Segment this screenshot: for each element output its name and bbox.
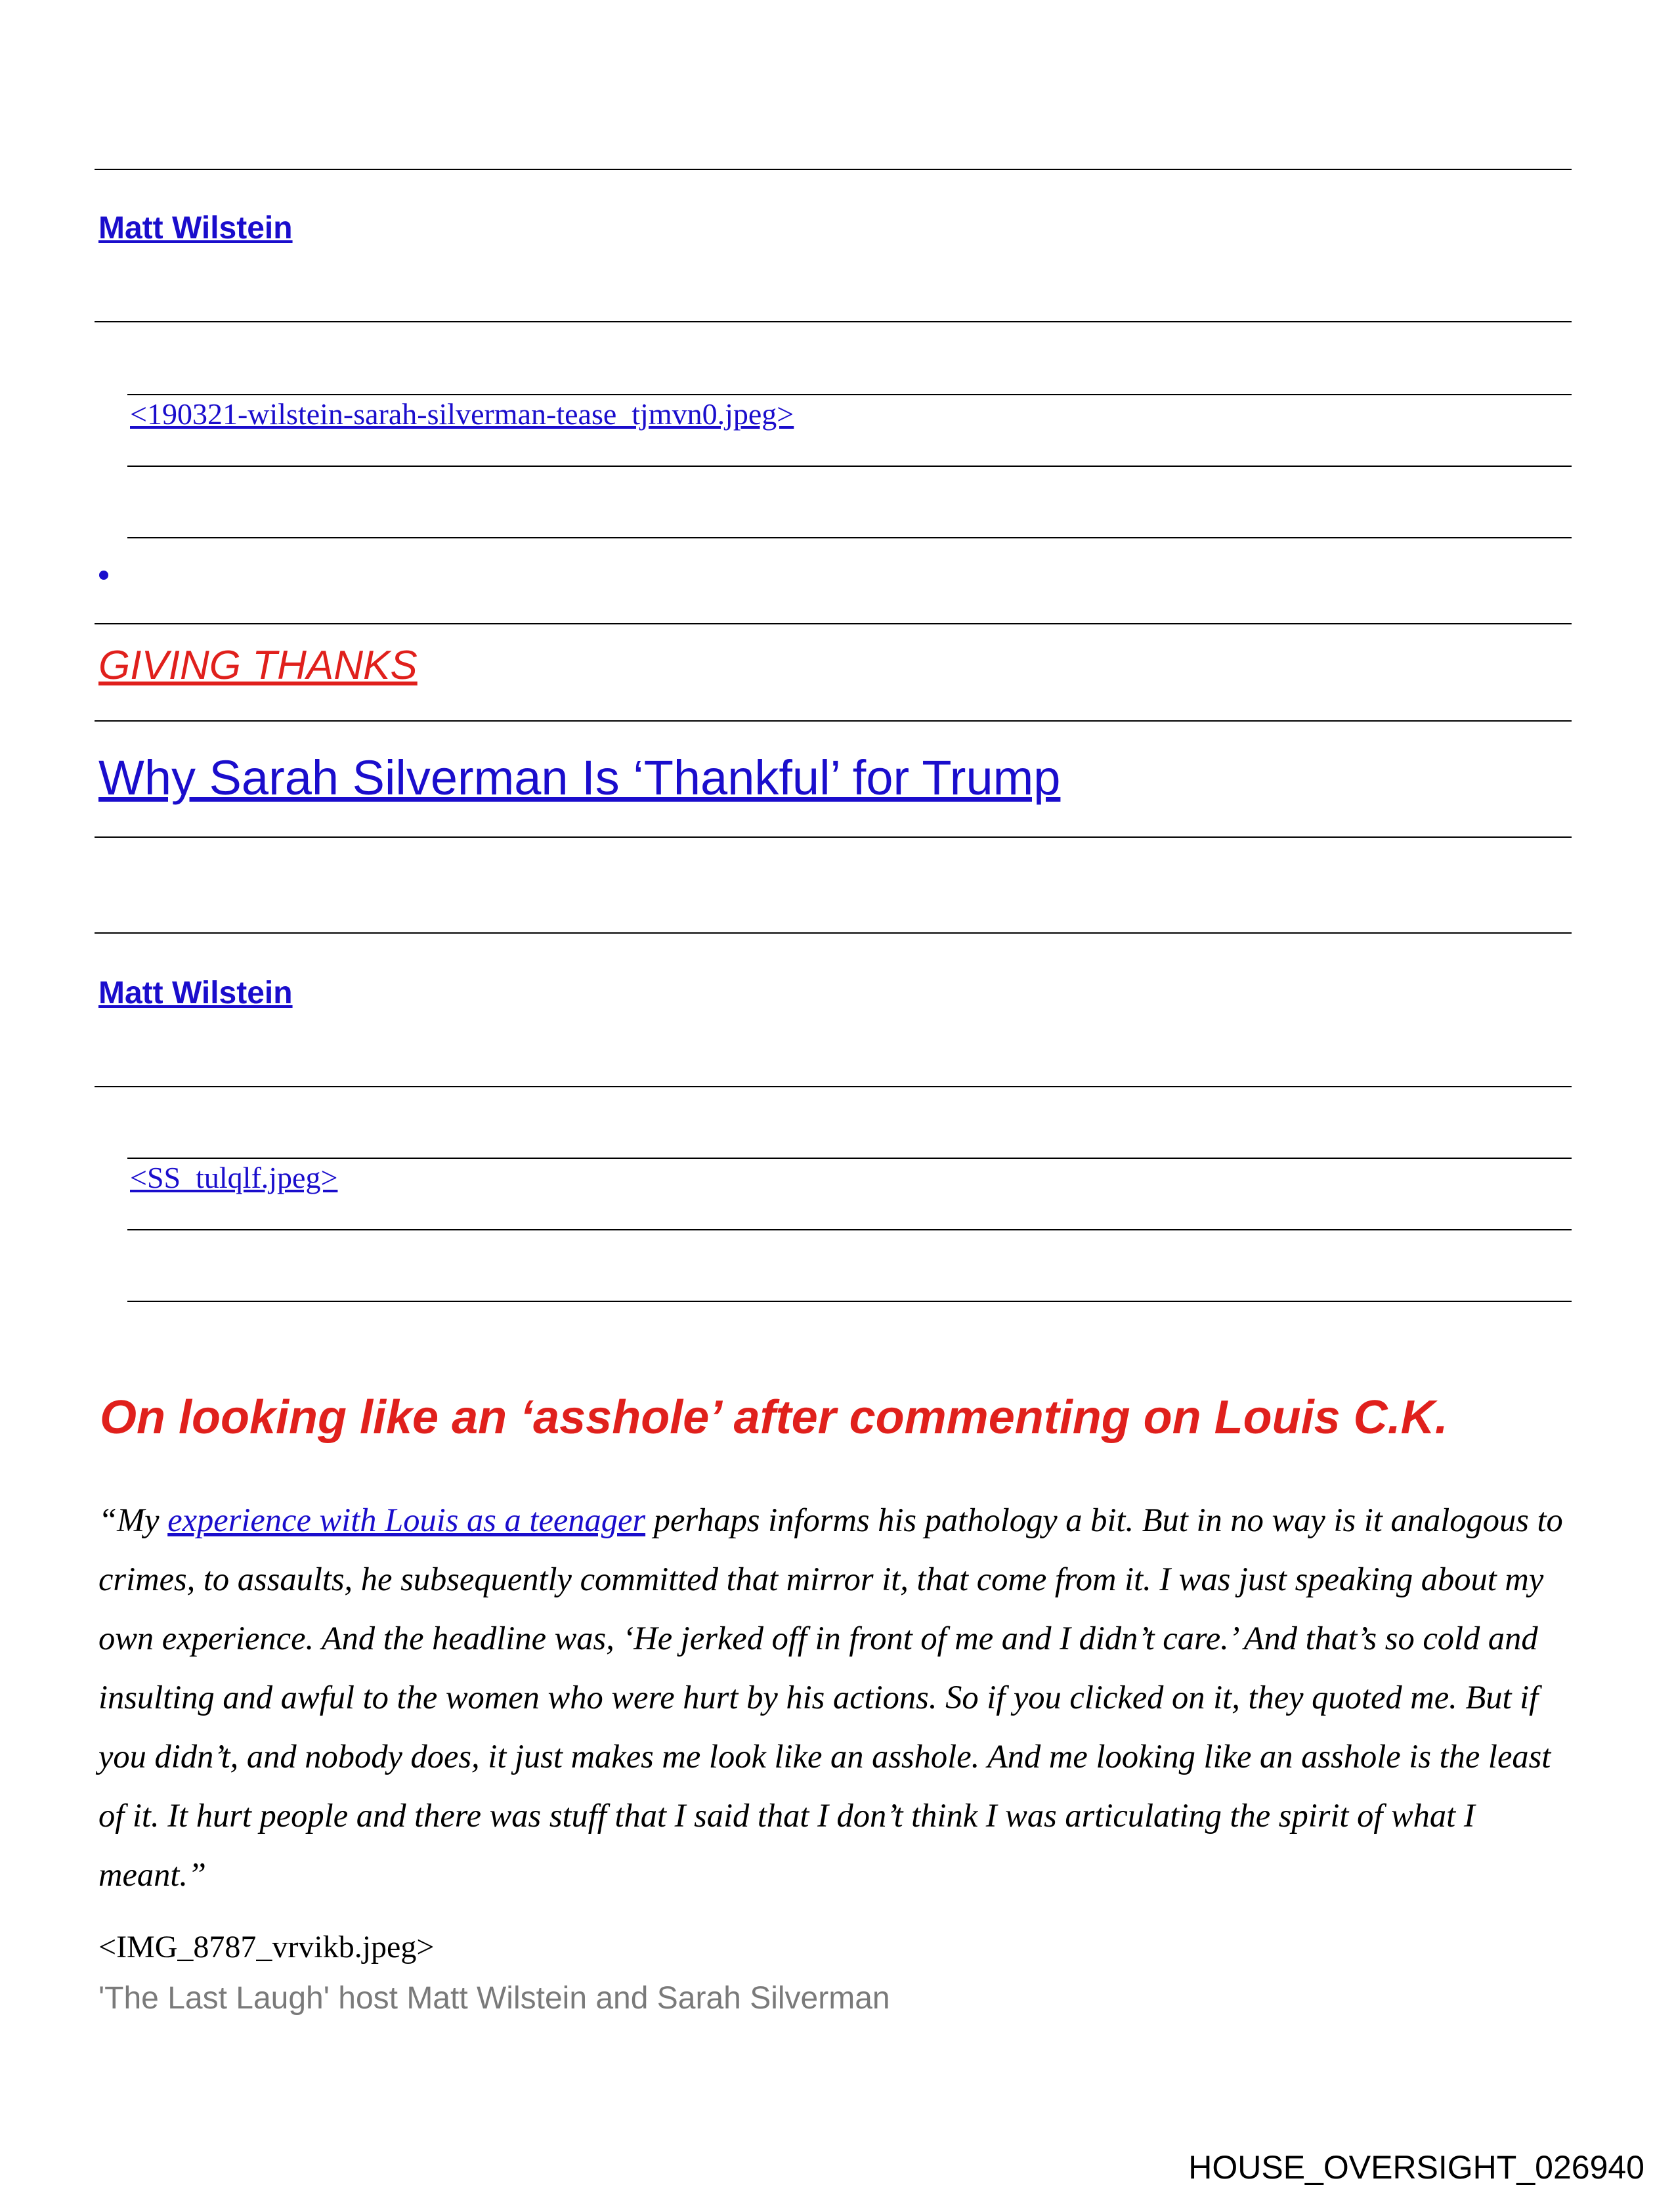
list-bullet bbox=[99, 571, 108, 580]
divider bbox=[95, 321, 1572, 322]
quote-inline-link[interactable]: experience with Louis as a teenager bbox=[167, 1502, 646, 1538]
story-kicker[interactable]: GIVING THANKS bbox=[98, 643, 418, 688]
image-placeholder-link[interactable]: <190321-wilstein-sarah-silverman-tease_tjmvn0.jpeg> bbox=[130, 397, 794, 431]
image-placeholder-link[interactable]: <SS_tulqlf.jpeg> bbox=[130, 1161, 338, 1194]
divider bbox=[95, 1086, 1572, 1087]
divider bbox=[127, 1301, 1572, 1302]
bates-stamp: HOUSE_OVERSIGHT_026940 bbox=[1188, 2149, 1644, 2186]
story-headline-link[interactable]: Why Sarah Silverman Is ‘Thankful’ for Trump bbox=[98, 750, 1061, 805]
article-quote bbox=[98, 1490, 1569, 1904]
image-placeholder: <IMG_8787_vrvikb.jpeg> bbox=[98, 1930, 435, 1964]
quote-body: perhaps informs his pathology a bit. But in no way is it analogous to crimes, to assaults, he subsequently committed that mirror it, that come from it. I was just speaking about my own experience. And the headline was, ‘He jerked off in front of me and I didn’t care.’ And that’s so cold and insulting and awful to the women who were hurt by his actions. So if you clicked on it, they quoted me. But if you didn’t, and nobody does, it just makes me look like an asshole. And me looking like an asshole is the least of it. It hurt people and there was stuff that I said that I don’t think I was articulating the spirit of what I meant.” bbox=[98, 1502, 1563, 1893]
image-caption: 'The Last Laugh' host Matt Wilstein and Sarah Silverman bbox=[98, 1981, 890, 2016]
divider bbox=[95, 932, 1572, 934]
divider bbox=[127, 1229, 1572, 1230]
quote-open: “My bbox=[98, 1502, 168, 1538]
divider bbox=[95, 623, 1572, 624]
divider bbox=[95, 169, 1572, 170]
divider bbox=[95, 836, 1572, 838]
divider bbox=[95, 720, 1572, 722]
divider bbox=[127, 466, 1572, 467]
divider bbox=[127, 1158, 1572, 1159]
author-link[interactable]: Matt Wilstein bbox=[98, 976, 293, 1010]
article-subhead: On looking like an ‘asshole’ after commenting on Louis C.K. bbox=[100, 1391, 1448, 1444]
divider bbox=[127, 537, 1572, 538]
author-link[interactable]: Matt Wilstein bbox=[98, 211, 293, 246]
divider bbox=[127, 394, 1572, 395]
